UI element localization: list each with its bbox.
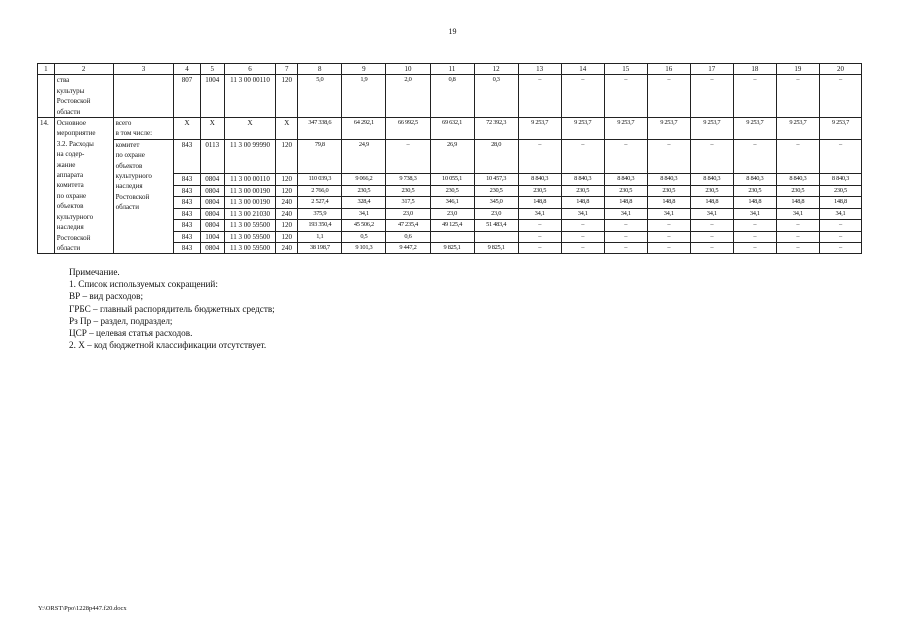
code-cell: 11 3 00 00110 — [224, 174, 275, 185]
value-cell: – — [819, 220, 861, 231]
code-cell: 11 3 00 59500 — [224, 231, 275, 242]
value-cell: 10 457,3 — [474, 174, 518, 185]
value-cell: – — [518, 242, 561, 253]
footer-file-path: Y:\ORST\Ppo\1228p447.f20.docx — [38, 605, 127, 612]
value-cell: 0,8 — [430, 75, 474, 118]
column-number: 8 — [298, 64, 342, 75]
value-cell: 0,6 — [386, 231, 430, 242]
cell-line: Основное — [56, 119, 86, 128]
value-cell: 317,5 — [386, 197, 430, 208]
value-cell: – — [518, 220, 561, 231]
value-cell: – — [776, 75, 819, 118]
column-number: 9 — [342, 64, 386, 75]
value-cell: 230,5 — [518, 185, 561, 196]
value-cell: – — [604, 139, 647, 174]
value-cell: 230,5 — [819, 185, 861, 196]
value-cell: 72 392,3 — [474, 118, 518, 140]
code-cell: 240 — [276, 242, 298, 253]
value-cell: 345,0 — [474, 197, 518, 208]
value-cell: 2 766,0 — [298, 185, 342, 196]
column-number: 18 — [733, 64, 776, 75]
cell-line: Ростовской — [115, 192, 150, 201]
column-number: 1 — [38, 64, 55, 75]
value-cell: 9 447,2 — [386, 242, 430, 253]
column-number: 7 — [276, 64, 298, 75]
cell-line: мероприятие — [56, 129, 96, 138]
value-cell: 2 527,4 — [298, 197, 342, 208]
value-cell: – — [690, 220, 733, 231]
value-cell: 8 840,3 — [819, 174, 861, 185]
value-cell: 34,1 — [342, 208, 386, 219]
value-cell: 38 198,7 — [298, 242, 342, 253]
column-number: 12 — [474, 64, 518, 75]
cell-line: ства — [56, 76, 70, 85]
value-cell: – — [819, 139, 861, 174]
executor-cell — [113, 139, 174, 253]
cell-line: комитет — [115, 140, 140, 149]
value-cell: 148,8 — [647, 197, 690, 208]
value-cell: – — [518, 75, 561, 118]
code-cell: 843 — [174, 208, 200, 219]
executor-cell — [113, 118, 174, 140]
cell-line: на содер- — [56, 150, 85, 159]
value-cell: 34,1 — [733, 208, 776, 219]
code-cell: 120 — [276, 139, 298, 174]
value-cell: 375,9 — [298, 208, 342, 219]
row-number-cell — [38, 75, 55, 118]
value-cell: – — [733, 242, 776, 253]
cell-line: всего — [115, 119, 132, 128]
value-cell: – — [604, 231, 647, 242]
notes-block — [69, 266, 275, 351]
code-cell: 11 3 00 00110 — [224, 75, 275, 118]
code-cell: 807 — [174, 75, 200, 118]
column-number: 13 — [518, 64, 561, 75]
value-cell: – — [690, 242, 733, 253]
code-cell: 11 3 00 59500 — [224, 220, 275, 231]
cell-line: аппарата — [56, 171, 84, 180]
value-cell: 9 825,1 — [474, 242, 518, 253]
value-cell: 9 825,1 — [430, 242, 474, 253]
code-cell: 11 3 00 21030 — [224, 208, 275, 219]
column-number: 4 — [174, 64, 200, 75]
value-cell: 8 840,3 — [561, 174, 604, 185]
code-cell: 843 — [174, 197, 200, 208]
value-cell: – — [733, 220, 776, 231]
value-cell: 230,5 — [776, 185, 819, 196]
code-cell: 0804 — [200, 208, 224, 219]
value-cell: 1,9 — [342, 75, 386, 118]
code-cell: 11 3 00 00190 — [224, 197, 275, 208]
cell-line: наследия — [56, 223, 84, 232]
cell-line: наследия — [115, 182, 143, 191]
column-number: 10 — [386, 64, 430, 75]
value-cell: 230,5 — [474, 185, 518, 196]
value-cell: 230,5 — [430, 185, 474, 196]
executor-cell — [113, 75, 174, 118]
value-cell: 34,1 — [561, 208, 604, 219]
value-cell — [474, 231, 518, 242]
value-cell: – — [561, 220, 604, 231]
cell-line: Ростовской — [56, 97, 91, 106]
value-cell: 34,1 — [604, 208, 647, 219]
value-cell: 69 632,1 — [430, 118, 474, 140]
value-cell: – — [819, 231, 861, 242]
value-cell: – — [518, 139, 561, 174]
value-cell: 346,1 — [430, 197, 474, 208]
value-cell: 148,8 — [604, 197, 647, 208]
value-cell: 64 292,1 — [342, 118, 386, 140]
column-number: 2 — [54, 64, 113, 75]
value-cell: – — [776, 220, 819, 231]
column-number: 5 — [200, 64, 224, 75]
cell-line: Ростовской — [56, 233, 91, 242]
notes-heading: Примечание. — [69, 267, 120, 277]
cell-line: культурного — [115, 172, 152, 181]
cell-line: культурного — [56, 212, 94, 221]
value-cell: – — [690, 231, 733, 242]
code-cell: 240 — [276, 208, 298, 219]
measure-name-cell — [54, 118, 113, 254]
note-line: ВР – вид расходов; — [69, 291, 144, 302]
value-cell: 148,8 — [690, 197, 733, 208]
cell-line: объектов — [115, 161, 143, 170]
value-cell: 9 738,3 — [386, 174, 430, 185]
value-cell: 10 055,1 — [430, 174, 474, 185]
code-cell: 120 — [276, 231, 298, 242]
value-cell: 9 253,7 — [561, 118, 604, 140]
value-cell: 0,5 — [342, 231, 386, 242]
value-cell: 1,1 — [298, 231, 342, 242]
code-cell: 843 — [174, 242, 200, 253]
value-cell: 148,8 — [518, 197, 561, 208]
value-cell: – — [647, 231, 690, 242]
value-cell: 0,3 — [474, 75, 518, 118]
value-cell: 23,0 — [386, 208, 430, 219]
value-cell: – — [776, 139, 819, 174]
value-cell: 8 840,3 — [776, 174, 819, 185]
value-cell: – — [733, 231, 776, 242]
value-cell: 230,5 — [647, 185, 690, 196]
code-cell: 240 — [276, 197, 298, 208]
column-number: 19 — [776, 64, 819, 75]
value-cell: – — [386, 139, 430, 174]
value-cell: 49 125,4 — [430, 220, 474, 231]
value-cell: 148,8 — [561, 197, 604, 208]
code-cell: 11 3 00 59500 — [224, 242, 275, 253]
note-line: 2. Х – код бюджетной классификации отсутствует. — [69, 340, 267, 351]
code-cell: X — [174, 118, 200, 140]
value-cell: 230,5 — [386, 185, 430, 196]
code-cell: 0804 — [200, 197, 224, 208]
value-cell: – — [819, 75, 861, 118]
value-cell: – — [561, 139, 604, 174]
column-number: 14 — [561, 64, 604, 75]
value-cell: – — [647, 139, 690, 174]
value-cell: – — [733, 75, 776, 118]
note-line: 1. Список используемых сокращений: — [69, 279, 218, 290]
value-cell: 230,5 — [690, 185, 733, 196]
row-number-cell: 14. — [38, 118, 55, 254]
value-cell: 148,8 — [776, 197, 819, 208]
code-cell: 0113 — [200, 139, 224, 174]
value-cell: 193 350,4 — [298, 220, 342, 231]
value-cell: 23,0 — [430, 208, 474, 219]
value-cell: 230,5 — [733, 185, 776, 196]
value-cell: 9 101,3 — [342, 242, 386, 253]
value-cell: 34,1 — [690, 208, 733, 219]
value-cell: 8 840,3 — [733, 174, 776, 185]
value-cell: – — [561, 242, 604, 253]
code-cell: 0804 — [200, 242, 224, 253]
value-cell: 26,9 — [430, 139, 474, 174]
code-cell: X — [276, 118, 298, 140]
table-row — [38, 75, 862, 118]
value-cell: – — [604, 242, 647, 253]
code-cell: 843 — [174, 174, 200, 185]
value-cell: 328,4 — [342, 197, 386, 208]
value-cell: – — [604, 220, 647, 231]
column-number: 6 — [224, 64, 275, 75]
code-cell: 120 — [276, 174, 298, 185]
value-cell: 148,8 — [819, 197, 861, 208]
value-cell: – — [518, 231, 561, 242]
code-cell: 843 — [174, 185, 200, 196]
value-cell: 5,0 — [298, 75, 342, 118]
value-cell: 34,1 — [518, 208, 561, 219]
code-cell: 0804 — [200, 185, 224, 196]
cell-line: жание — [56, 160, 76, 169]
cell-line: области — [115, 203, 139, 212]
value-cell: 34,1 — [819, 208, 861, 219]
value-cell: – — [776, 242, 819, 253]
value-cell: 24,9 — [342, 139, 386, 174]
table-row — [38, 139, 862, 174]
cell-line: области — [56, 107, 81, 116]
value-cell: 23,0 — [474, 208, 518, 219]
code-cell: X — [200, 118, 224, 140]
cell-line: в том числе: — [115, 129, 153, 138]
cell-line: по охране — [56, 191, 87, 200]
value-cell: – — [604, 75, 647, 118]
value-cell: 34,1 — [647, 208, 690, 219]
code-cell: 11 3 00 99990 — [224, 139, 275, 174]
code-cell: 843 — [174, 220, 200, 231]
value-cell: 45 506,2 — [342, 220, 386, 231]
value-cell: 9 253,7 — [604, 118, 647, 140]
value-cell: – — [819, 242, 861, 253]
value-cell: 347 338,6 — [298, 118, 342, 140]
value-cell: 9 253,7 — [776, 118, 819, 140]
cell-line: объектов — [56, 202, 84, 211]
value-cell: 110 039,3 — [298, 174, 342, 185]
value-cell: – — [690, 75, 733, 118]
code-cell: 1004 — [200, 231, 224, 242]
value-cell: 9 253,7 — [690, 118, 733, 140]
code-cell: 120 — [276, 185, 298, 196]
code-cell: 0804 — [200, 220, 224, 231]
code-cell: 0804 — [200, 174, 224, 185]
note-line: ЦСР – целевая статья расходов. — [69, 328, 193, 339]
column-number: 11 — [430, 64, 474, 75]
table-row — [38, 118, 862, 140]
cell-line: области — [56, 243, 81, 252]
code-cell: 843 — [174, 139, 200, 174]
code-cell: 11 3 00 00190 — [224, 185, 275, 196]
value-cell: 8 840,3 — [690, 174, 733, 185]
column-number: 20 — [819, 64, 861, 75]
value-cell: – — [561, 231, 604, 242]
value-cell: – — [690, 139, 733, 174]
cell-line: 3.2. Расходы — [56, 139, 94, 148]
value-cell: 47 235,4 — [386, 220, 430, 231]
value-cell: – — [561, 75, 604, 118]
value-cell: 9 066,2 — [342, 174, 386, 185]
value-cell: 34,1 — [776, 208, 819, 219]
measure-name-cell — [54, 75, 113, 118]
value-cell: – — [647, 242, 690, 253]
code-cell: 120 — [276, 220, 298, 231]
page-number: 19 — [448, 27, 457, 36]
column-number: 16 — [647, 64, 690, 75]
note-line: Рз Пр – раздел, подраздел; — [69, 315, 173, 326]
table-header-row — [38, 64, 862, 75]
note-line: ГРБС – главный распорядитель бюджетных средств; — [69, 303, 275, 314]
value-cell: 2,0 — [386, 75, 430, 118]
code-cell: 1004 — [200, 75, 224, 118]
value-cell: 28,0 — [474, 139, 518, 174]
value-cell: 8 840,3 — [604, 174, 647, 185]
value-cell: 8 840,3 — [518, 174, 561, 185]
value-cell: – — [776, 231, 819, 242]
value-cell: 9 253,7 — [647, 118, 690, 140]
value-cell: – — [647, 220, 690, 231]
value-cell: 66 992,5 — [386, 118, 430, 140]
value-cell: 148,8 — [733, 197, 776, 208]
value-cell — [430, 231, 474, 242]
cell-line: по охране — [115, 151, 145, 160]
value-cell: 51 483,4 — [474, 220, 518, 231]
value-cell: 230,5 — [604, 185, 647, 196]
cell-line: культуры — [56, 86, 85, 95]
value-cell: 230,5 — [342, 185, 386, 196]
value-cell: – — [647, 75, 690, 118]
value-cell: 9 253,7 — [733, 118, 776, 140]
column-number: 17 — [690, 64, 733, 75]
budget-table — [37, 63, 862, 254]
column-number: 15 — [604, 64, 647, 75]
code-cell: 120 — [276, 75, 298, 118]
code-cell: 843 — [174, 231, 200, 242]
value-cell: 9 253,7 — [819, 118, 861, 140]
value-cell: 9 253,7 — [518, 118, 561, 140]
value-cell: 230,5 — [561, 185, 604, 196]
value-cell: 79,8 — [298, 139, 342, 174]
value-cell: – — [733, 139, 776, 174]
cell-line: комитета — [56, 181, 84, 190]
code-cell: X — [224, 118, 275, 140]
column-number: 3 — [113, 64, 174, 75]
value-cell: 8 840,3 — [647, 174, 690, 185]
